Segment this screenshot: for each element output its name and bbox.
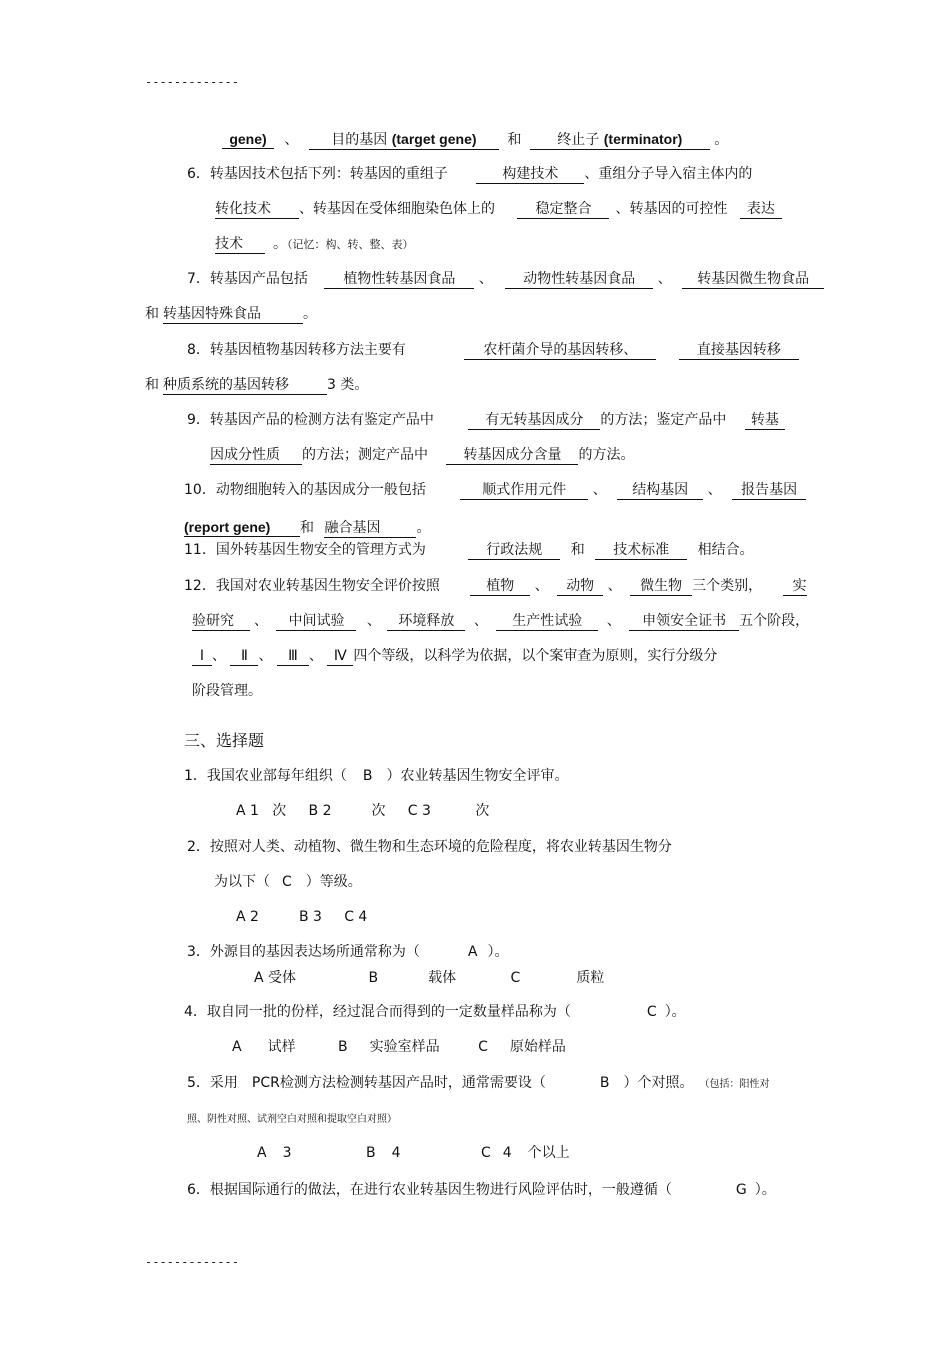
- choice2-options: A 2 B 3 C 4: [236, 909, 368, 925]
- text: 的方法；测定产品中: [302, 447, 428, 463]
- blank: 转基: [745, 411, 785, 430]
- blank: 稳定整合: [517, 200, 609, 219]
- text: ）农业转基因生物安全评审。: [386, 768, 569, 784]
- blank: 动物: [557, 577, 603, 596]
- blank: 环境释放: [387, 612, 465, 631]
- q6-line3: [215, 234, 414, 255]
- q12-line3: [192, 646, 717, 666]
- blank: Ⅲ: [277, 647, 309, 666]
- option-b: B: [365, 1145, 376, 1161]
- answer: B: [599, 1075, 610, 1091]
- blank: 种质系统的基因转移: [163, 376, 327, 395]
- option-a-text: 3: [282, 1145, 292, 1161]
- sep: 、: [284, 132, 299, 148]
- text: 4．取自同一批的份样，经过混合而得到的一定数量样品称为（: [184, 1004, 571, 1020]
- option-b: B: [368, 970, 379, 986]
- text: PCR检测方法检测转基因产品时，通常需要设（: [251, 1075, 546, 1091]
- option-c-text2: 个以上: [527, 1145, 570, 1161]
- text: 三个类别，: [692, 578, 763, 594]
- text: ）。: [664, 1004, 686, 1020]
- q12-line4: 阶段管理。: [192, 683, 262, 699]
- blank: 转基因特殊食品: [163, 305, 303, 324]
- blank: 顺式作用元件: [460, 481, 588, 500]
- option-b: B: [338, 1039, 348, 1055]
- text: 四个等级，以科学为依据，以个案审查为原则，实行分级分: [353, 648, 718, 664]
- blank-text: 终止子: [557, 132, 600, 148]
- q11-line: [184, 540, 754, 560]
- blank: 有无转基因成分: [468, 411, 600, 430]
- text: ）。: [487, 944, 509, 960]
- blank: [309, 130, 499, 150]
- text: 、转基因的可控性: [615, 201, 728, 217]
- option-c-text: 质粒: [576, 970, 605, 986]
- sep: 、: [366, 613, 381, 629]
- text: ）等级。: [305, 874, 362, 890]
- q6-line1: [187, 164, 752, 184]
- option-b-text: 4: [391, 1145, 401, 1161]
- text: 的方法。: [578, 447, 635, 463]
- and: 和: [300, 520, 314, 536]
- blank-text-en: (target gene): [391, 131, 477, 147]
- text: 1．我国农业部每年组织（: [184, 768, 347, 784]
- text: 。: [273, 236, 287, 252]
- sep: 、: [534, 578, 549, 594]
- sep: 、: [592, 482, 607, 498]
- blank: 转基因微生物食品: [682, 270, 824, 289]
- memory-note: （记忆：构、转、整、表）: [287, 238, 414, 251]
- q-number: 9．: [187, 412, 210, 428]
- q-number: 7．: [187, 271, 210, 287]
- text: 的方法；鉴定产品中: [600, 412, 727, 428]
- text: 转基因植物基因转移方法主要有: [209, 342, 406, 358]
- blank: 农杆菌介导的基因转移、: [464, 341, 656, 360]
- blank: 动物性转基因食品: [505, 270, 653, 289]
- sep: 、: [258, 648, 273, 664]
- choice4-options: [232, 1037, 566, 1057]
- q8-line2: [145, 375, 368, 395]
- choice5-stem: [187, 1073, 769, 1095]
- blank: 转化技术: [215, 200, 299, 219]
- text: 我国对农业转基因生物安全评价按照: [215, 578, 440, 594]
- choice2-stem2: [214, 872, 362, 892]
- q7-line1: [187, 269, 824, 289]
- blank-text: 目的基因: [331, 132, 388, 148]
- text: 转基因技术包括下列：转基因的重组子: [209, 166, 448, 182]
- text: 3．外源目的基因表达场所通常称为（: [187, 944, 420, 960]
- choice5-note: 照、阴性对照、试剂空白对照和提取空白对照）: [187, 1114, 397, 1125]
- blank: [530, 130, 710, 150]
- option-c: C: [478, 1039, 488, 1055]
- text: ）个对照。: [623, 1075, 694, 1091]
- text: 为以下（: [214, 874, 270, 890]
- option-c: C: [510, 970, 521, 986]
- blank: 中间试验: [276, 612, 356, 631]
- blank: 植物性转基因食品: [324, 270, 474, 289]
- q9-line2: [210, 445, 634, 465]
- and: 和: [570, 542, 585, 558]
- blank: (report gene): [184, 518, 300, 537]
- and: 和: [507, 132, 522, 148]
- blank: 构建技术: [476, 165, 584, 184]
- blank: 表达: [740, 200, 782, 219]
- blank: 实: [783, 577, 807, 596]
- blank: 转基因成分含量: [446, 446, 578, 465]
- choice1-stem: [184, 766, 569, 786]
- blank-text-en: (terminator): [603, 131, 683, 147]
- text: 、转基因在受体细胞染色体上的: [299, 201, 495, 217]
- blank: 结构基因: [617, 481, 703, 500]
- end: 相结合。: [697, 542, 754, 558]
- blank: 植物: [470, 577, 530, 596]
- q6-line2: [215, 199, 782, 219]
- option-a: A: [232, 1039, 242, 1055]
- end: 。: [714, 132, 729, 148]
- q8-line1: [187, 340, 799, 360]
- end: 3 类。: [327, 377, 369, 393]
- blank: 生产性试验: [496, 612, 598, 631]
- and: 和: [145, 377, 159, 393]
- sep: 、: [308, 648, 323, 664]
- choice4-stem: [184, 1002, 686, 1022]
- option-c-text: 4: [502, 1145, 512, 1161]
- q-number: 10．: [184, 482, 216, 498]
- section-heading: 三、选择题: [184, 731, 265, 750]
- q10-line2: [184, 518, 430, 538]
- blank: 技术: [215, 235, 265, 254]
- text: 动物细胞转入的基因成分一般包括: [215, 482, 426, 498]
- text: 、重组分子导入宿主体内的: [584, 166, 753, 182]
- answer: B: [362, 768, 373, 784]
- q9-line1: [187, 410, 785, 430]
- blank: 验研究: [192, 612, 250, 631]
- sep: 、: [254, 613, 268, 629]
- blank: 直接基因转移: [679, 341, 799, 360]
- footer-dashes: -------------: [145, 1255, 239, 1269]
- blank: Ⅰ: [192, 647, 212, 666]
- sep: 、: [707, 482, 722, 498]
- answer: C: [646, 1004, 657, 1020]
- blank: 技术标准: [595, 541, 687, 560]
- sep: 、: [478, 271, 493, 287]
- sep: 、: [212, 648, 226, 664]
- choice6-stem: [187, 1180, 776, 1200]
- text: 五个阶段，: [739, 613, 810, 629]
- blank: 微生物: [630, 577, 692, 596]
- answer: G: [735, 1182, 747, 1198]
- q-number: 6．: [187, 166, 210, 182]
- and: 和: [145, 306, 159, 322]
- q7-line2: [145, 304, 317, 324]
- q-number: 11．: [184, 542, 216, 558]
- text: 转基因产品包括: [209, 271, 308, 287]
- text: 5．采用: [187, 1075, 238, 1091]
- blank: 报告基因: [732, 481, 806, 500]
- answer: C: [282, 874, 292, 890]
- q10-line1: [184, 480, 806, 500]
- blank: 融合基因: [324, 519, 416, 538]
- choice5-options: [257, 1143, 570, 1163]
- q-number: 12．: [184, 578, 216, 594]
- q-number: 8．: [187, 342, 210, 358]
- q12-line2: [192, 611, 809, 631]
- choice2-stem1: 2．按照对人类、动植物、微生物和生态环境的危险程度，将农业转基因生物分: [187, 839, 672, 855]
- blank: Ⅱ: [230, 647, 258, 666]
- option-a: A 受体: [254, 970, 297, 986]
- blank: 因成分性质: [210, 446, 302, 465]
- sep: 、: [657, 271, 672, 287]
- choice3-stem: [187, 942, 508, 962]
- header-dashes: -------------: [145, 75, 239, 89]
- end: 。: [303, 306, 317, 322]
- text: ）。: [754, 1182, 776, 1198]
- option-c: C: [480, 1145, 491, 1161]
- option-b-text: 实验室样品: [369, 1039, 440, 1055]
- note: （包括：阳性对: [699, 1079, 770, 1090]
- text: 转基因产品的检测方法有鉴定产品中: [209, 412, 434, 428]
- end: 。: [416, 520, 431, 536]
- sep: 、: [606, 613, 621, 629]
- blank: Ⅳ: [327, 647, 353, 666]
- blank: gene): [222, 130, 274, 149]
- option-b-text: 载体: [428, 970, 457, 986]
- choice1-options: A 1 次 B 2 次 C 3 次: [236, 803, 490, 819]
- sep: 、: [607, 578, 622, 594]
- sep: 、: [473, 613, 488, 629]
- choice3-options: [254, 968, 604, 988]
- option-a-text: 试样: [267, 1039, 296, 1055]
- answer: A: [467, 944, 478, 960]
- blank: 申领安全证书: [629, 612, 739, 631]
- q5-continuation: [222, 130, 728, 150]
- option-c-text: 原始样品: [509, 1039, 566, 1055]
- option-a: A: [257, 1145, 267, 1161]
- blank: 行政法规: [468, 541, 560, 560]
- q12-line1: [184, 576, 807, 596]
- text: 国外转基因生物安全的管理方式为: [215, 542, 426, 558]
- text: 6．根据国际通行的做法，在进行农业转基因生物进行风险评估时，一般遵循（: [187, 1182, 672, 1198]
